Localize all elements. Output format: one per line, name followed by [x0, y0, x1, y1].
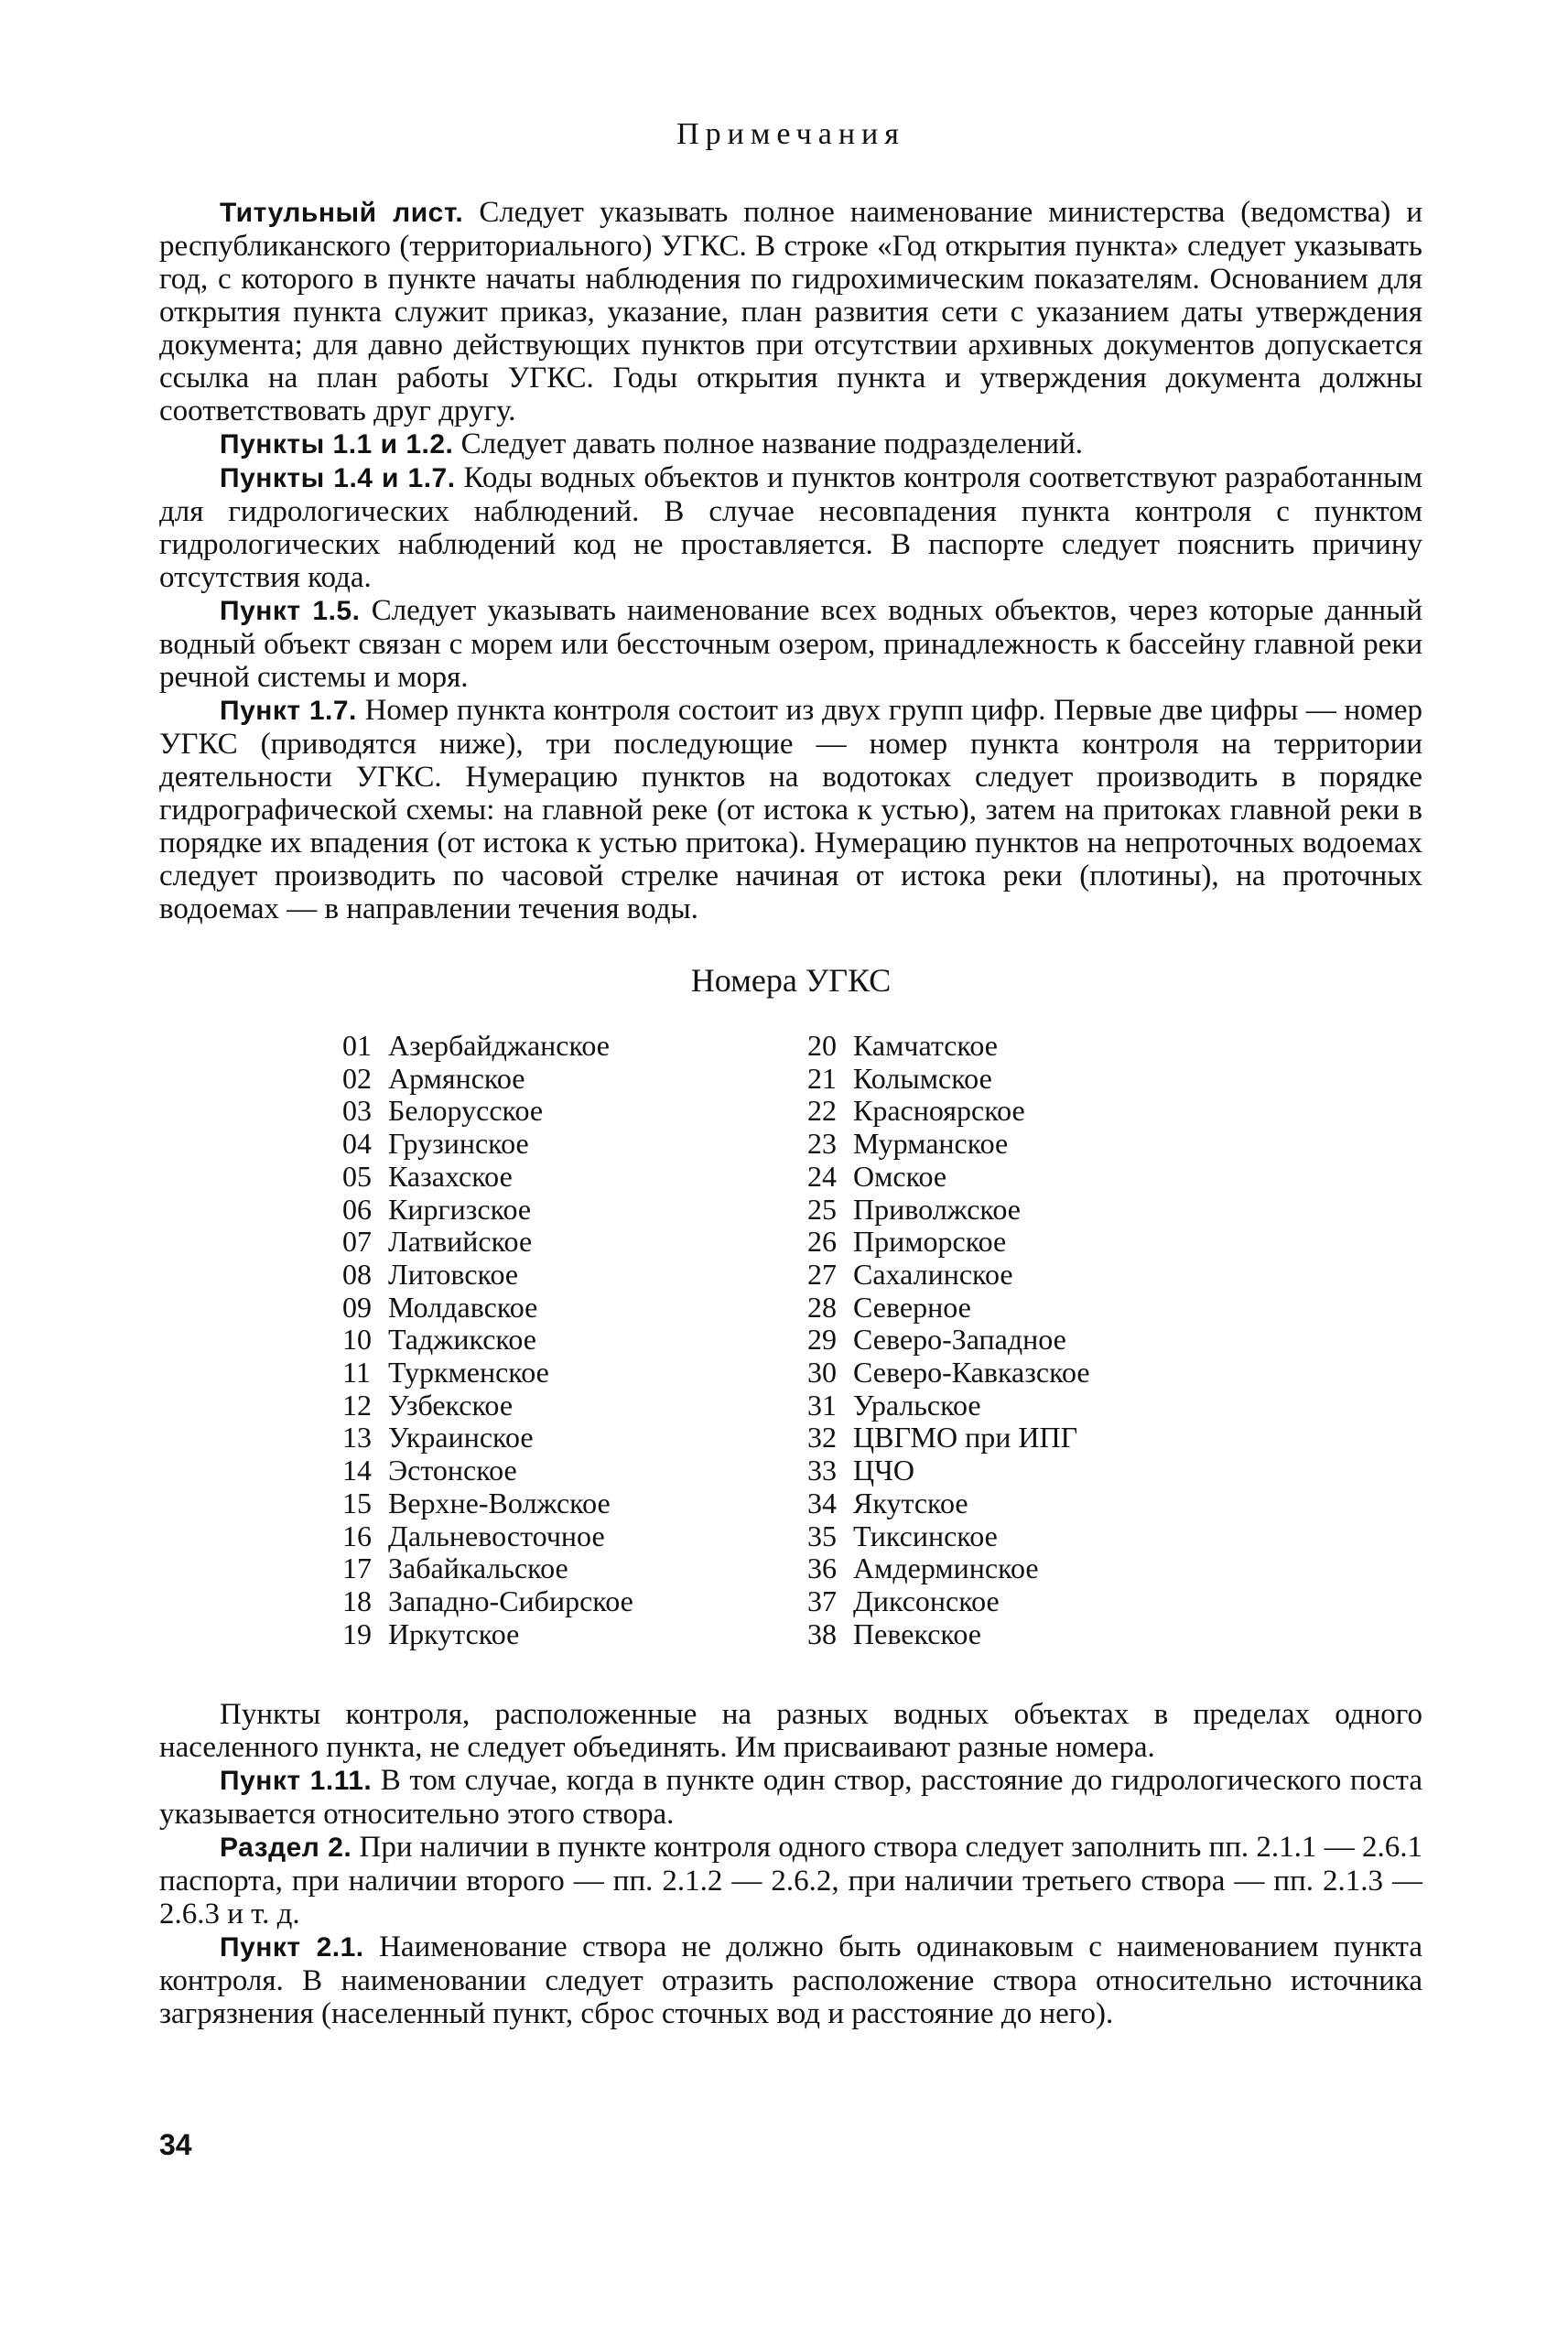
ugks-row [342, 1226, 644, 1259]
ugks-name: Западно-Сибирское [388, 1584, 633, 1617]
note-text: Следует давать полное название подразделений. [453, 427, 1083, 460]
note-label: Раздел 2. [220, 1833, 352, 1864]
ugks-number: 24 [807, 1159, 837, 1193]
ugks-number: 18 [342, 1584, 372, 1617]
ugks-row [342, 1030, 644, 1063]
ugks-row [807, 1390, 1109, 1422]
ugks-number: 22 [807, 1094, 837, 1128]
ugks-number: 05 [342, 1159, 372, 1193]
ugks-row [807, 1259, 1109, 1292]
ugks-row [342, 1520, 644, 1553]
page-heading: Примечания [676, 117, 905, 151]
ugks-row [807, 1324, 1109, 1357]
ugks-number: 27 [807, 1257, 837, 1291]
ugks-row [342, 1324, 644, 1357]
ugks-name: Грузинское [388, 1127, 529, 1161]
ugks-name: Таджикское [388, 1323, 536, 1357]
ugks-number: 13 [342, 1421, 372, 1454]
note-text: Следует указывать наименование всех водных объектов, через которые данный водный объект связан с морем или бессточным озером, принадлежность к бассейну главной реки речной системы и моря. [159, 594, 1422, 694]
note-section-2 [159, 1831, 1422, 1930]
document-page [159, 119, 1422, 2030]
ugks-name: Армянское [388, 1061, 525, 1095]
ugks-row [342, 1390, 644, 1422]
ugks-name: Молдавское [388, 1290, 538, 1324]
note-item-2-1 [159, 1930, 1422, 2030]
ugks-row [342, 1357, 644, 1390]
ugks-number: 34 [807, 1486, 837, 1519]
ugks-row [342, 1161, 644, 1194]
note-items-1-4-1-7 [159, 461, 1422, 594]
ugks-number: 11 [342, 1356, 371, 1390]
ugks-row [807, 1226, 1109, 1259]
ugks-number: 08 [342, 1257, 372, 1291]
ugks-name: Диксонское [853, 1584, 1000, 1617]
ugks-row [807, 1128, 1109, 1161]
note-title-page [159, 196, 1422, 427]
ugks-name: Сахалинское [853, 1257, 1013, 1291]
page-number: 34 [159, 2128, 192, 2161]
ugks-name: Эстонское [388, 1454, 517, 1487]
note-label: Пункт 1.11. [220, 1766, 373, 1797]
ugks-row [342, 1292, 644, 1325]
ugks-name: Верхне-Волжское [388, 1486, 611, 1519]
note-text: При наличии в пункте контроля одного створа следует заполнить пп. 2.1.1 — 2.6.1 паспорта, при наличии второго — пп. 2.1.2 — 2.6.2, при наличии третьего створа — пп. 2.1.3 — 2.6.3 и т. д. [159, 1831, 1422, 1931]
notes-top [159, 196, 1422, 925]
after-table-paragraph: Пункты контроля, расположенные на разных водных объектах в пределах одного населенного пункта, не следует объединять. Им присваивают разные номера. [159, 1698, 1422, 1765]
ugks-number: 04 [342, 1127, 372, 1161]
ugks-name: Приволжское [853, 1192, 1021, 1226]
note-label: Пункты 1.4 и 1.7. [220, 463, 456, 493]
ugks-name: Якутское [853, 1486, 968, 1519]
ugks-row [807, 1585, 1109, 1618]
note-label: Пункт 1.5. [220, 596, 361, 626]
ugks-number: 23 [807, 1127, 837, 1161]
ugks-row [342, 1552, 644, 1585]
ugks-name: Киргизское [388, 1192, 532, 1226]
ugks-name: Северо-Кавказское [853, 1356, 1090, 1390]
ugks-title: Номера УГКС [690, 962, 892, 999]
ugks-code-list [342, 1030, 1422, 1650]
ugks-number: 09 [342, 1290, 372, 1324]
ugks-number: 02 [342, 1061, 372, 1095]
ugks-name: Забайкальское [388, 1552, 568, 1585]
ugks-name: Колымское [853, 1061, 992, 1095]
note-item-1-7 [159, 694, 1422, 925]
ugks-number: 36 [807, 1552, 837, 1585]
note-items-1-1-1-2 [159, 427, 1422, 461]
ugks-name: Казахское [388, 1159, 513, 1193]
ugks-number: 37 [807, 1584, 837, 1617]
ugks-row [807, 1618, 1109, 1651]
ugks-number: 25 [807, 1192, 837, 1226]
ugks-number: 06 [342, 1192, 372, 1226]
ugks-row [807, 1357, 1109, 1390]
note-text: В том случае, когда в пункте один створ, расстояние до гидрологического поста указывается относительно этого створа. [159, 1764, 1422, 1832]
ugks-name: Тиксинское [853, 1519, 998, 1552]
ugks-number: 10 [342, 1323, 372, 1357]
ugks-name: Дальневосточное [388, 1519, 605, 1552]
note-text: Номер пункта контроля состоит из двух групп цифр. Первые две цифры — номер УГКС (приводятся ниже), три последующие — номер пункта контроля на территории деятельности УГКС. Нумерацию пунктов на водотоках следует производить в порядке гидрографической схемы: на главной реке (от истока к устью), затем на притоках главной реки в порядке их впадения (от истока к устью притока). Нумерацию пунктов на непроточных водоемах следует производить по часовой стрелке начиная от истока реки (плотины), на проточных водоемах — в направлении течения воды. [159, 694, 1423, 925]
ugks-number: 26 [807, 1225, 837, 1259]
ugks-row [807, 1552, 1109, 1585]
ugks-row [807, 1063, 1109, 1096]
ugks-name: Латвийское [388, 1225, 533, 1259]
ugks-row [342, 1063, 644, 1096]
ugks-number: 20 [807, 1029, 837, 1062]
ugks-name: Северо-Западное [853, 1323, 1066, 1357]
ugks-name: Красноярское [853, 1094, 1025, 1128]
ugks-name: Амдерминское [853, 1552, 1039, 1585]
ugks-name: Северное [853, 1290, 971, 1324]
ugks-number: 14 [342, 1454, 372, 1487]
ugks-name: Уральское [853, 1388, 981, 1422]
ugks-name: Узбекское [388, 1388, 514, 1422]
ugks-name: ЦВГМО при ИПГ [853, 1421, 1078, 1454]
ugks-number: 30 [807, 1356, 837, 1390]
ugks-number: 16 [342, 1519, 372, 1552]
ugks-number: 07 [342, 1225, 372, 1259]
ugks-number: 12 [342, 1388, 372, 1422]
ugks-row [342, 1259, 644, 1292]
ugks-row [342, 1422, 644, 1454]
ugks-row [807, 1292, 1109, 1325]
ugks-row [807, 1454, 1109, 1487]
ugks-name: Азербайджанское [388, 1029, 610, 1062]
note-text: Коды водных объектов и пунктов контроля соответствуют разработанным для гидрологических наблюдений. В случае несовпадения пункта контроля с пунктом гидрологических наблюдений код не проставляется. В паспорте следует пояснить причину отсутствия кода. [159, 461, 1422, 594]
note-text: Следует указывать полное наименование министерства (ведомства) и республиканского (территориального) УГКС. В строке «Год открытия пункта» следует указывать год, с которого в пункте начаты наблюдения по гидрохимическим показателям. Основанием для открытия пункта служит приказ, указание, план развития сети с указанием даты утверждения документа; для давно действующих пунктов при отсутствии архивных документов допускается ссылка на план работы УГКС. Годы открытия пункта и утверждения документа должны соответствовать друг другу. [159, 196, 1422, 427]
note-label: Титульный лист. [220, 198, 464, 228]
ugks-name: Приморское [853, 1225, 1007, 1259]
ugks-number: 33 [807, 1454, 837, 1487]
ugks-row [807, 1095, 1109, 1128]
ugks-number: 19 [342, 1617, 372, 1650]
ugks-row [342, 1585, 644, 1618]
ugks-row [807, 1030, 1109, 1063]
ugks-row [807, 1422, 1109, 1454]
ugks-number: 28 [807, 1290, 837, 1324]
ugks-row [342, 1487, 644, 1520]
ugks-name: Певекское [853, 1617, 981, 1650]
ugks-row [807, 1520, 1109, 1553]
ugks-number: 35 [807, 1519, 837, 1552]
ugks-name: Иркутское [388, 1617, 520, 1650]
note-label: Пункт 2.1. [220, 1932, 364, 1963]
ugks-number: 17 [342, 1552, 372, 1585]
ugks-row [807, 1194, 1109, 1227]
ugks-number: 32 [807, 1421, 837, 1454]
ugks-name: Омское [853, 1159, 947, 1193]
ugks-name: Мурманское [853, 1127, 1009, 1161]
notes-bottom [159, 1698, 1422, 2030]
ugks-name: Белорусское [388, 1094, 544, 1128]
ugks-row [342, 1128, 644, 1161]
ugks-name: Украинское [388, 1421, 534, 1454]
note-item-1-11 [159, 1764, 1422, 1831]
ugks-name: ЦЧО [853, 1454, 915, 1487]
ugks-name: Камчатское [853, 1029, 998, 1062]
note-item-1-5 [159, 594, 1422, 694]
ugks-row [807, 1487, 1109, 1520]
ugks-number: 38 [807, 1617, 837, 1650]
ugks-number: 01 [342, 1029, 372, 1062]
ugks-number: 31 [807, 1388, 837, 1422]
ugks-right-column [807, 1030, 1109, 1650]
ugks-row [807, 1161, 1109, 1194]
ugks-number: 21 [807, 1061, 837, 1095]
ugks-row [342, 1454, 644, 1487]
ugks-name: Туркменское [388, 1356, 549, 1390]
note-text: Наименование створа не должно быть одинаковым с наименованием пункта контроля. В наименовании следует отразить расположение створа относительно источника загрязнения (населенный пункт, сброс сточных вод и расстояние до него). [159, 1930, 1422, 2031]
ugks-row [342, 1095, 644, 1128]
ugks-left-column [342, 1030, 644, 1650]
ugks-row [342, 1618, 644, 1651]
note-label: Пункты 1.1 и 1.2. [220, 429, 454, 460]
ugks-name: Литовское [388, 1257, 519, 1291]
note-label: Пункт 1.7. [220, 696, 357, 726]
ugks-row [342, 1194, 644, 1227]
ugks-number: 29 [807, 1323, 837, 1357]
ugks-number: 15 [342, 1486, 372, 1519]
ugks-number: 03 [342, 1094, 372, 1128]
